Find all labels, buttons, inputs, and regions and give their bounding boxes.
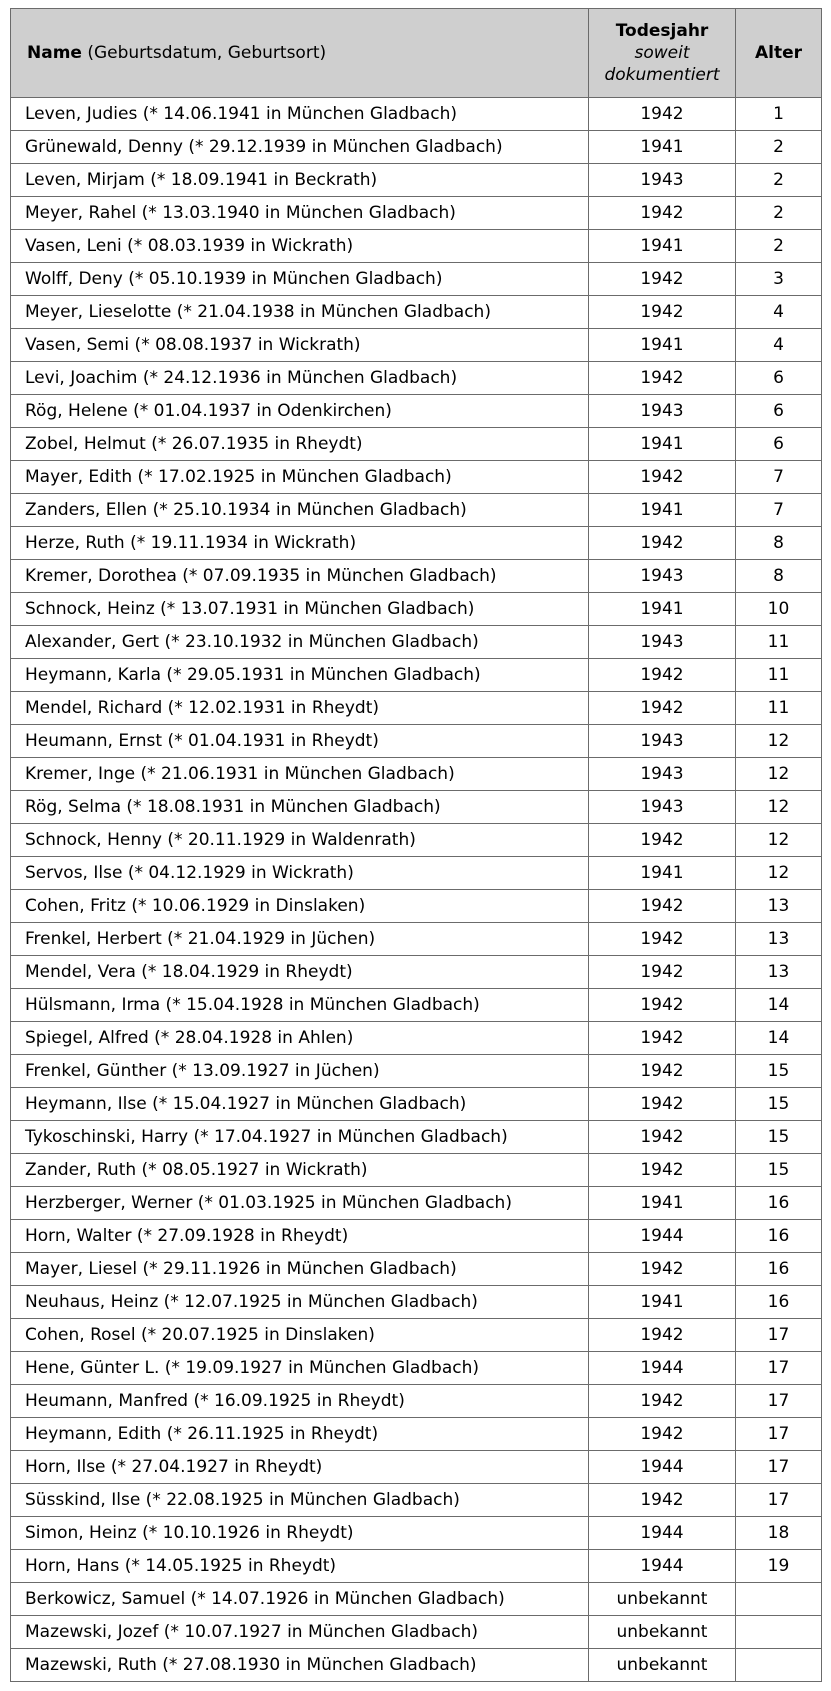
header-death-year-title: Todesjahr xyxy=(615,21,709,41)
table-row xyxy=(11,1253,822,1286)
cell-name: Mendel, Vera (* 18.04.1929 in Rheydt) xyxy=(11,956,589,989)
table-row xyxy=(11,1187,822,1220)
cell-death-year: 1942 xyxy=(589,659,736,692)
table-row xyxy=(11,296,822,329)
cell-death-year: 1942 xyxy=(589,692,736,725)
cell-death-year: 1943 xyxy=(589,791,736,824)
cell-death-year: 1942 xyxy=(589,1484,736,1517)
table-row xyxy=(11,593,822,626)
table-row xyxy=(11,1121,822,1154)
cell-age: 10 xyxy=(736,593,822,626)
cell-name: Tykoschinski, Harry (* 17.04.1927 in München Gladbach) xyxy=(11,1121,589,1154)
cell-age: 2 xyxy=(736,131,822,164)
header-row xyxy=(11,9,822,98)
cell-age: 12 xyxy=(736,725,822,758)
cell-death-year: 1941 xyxy=(589,428,736,461)
cell-name: Zanders, Ellen (* 25.10.1934 in München Gladbach) xyxy=(11,494,589,527)
cell-age: 16 xyxy=(736,1253,822,1286)
cell-name: Kremer, Dorothea (* 07.09.1935 in München Gladbach) xyxy=(11,560,589,593)
header-name-bold: Name xyxy=(27,43,82,63)
cell-age: 7 xyxy=(736,494,822,527)
header-death-year xyxy=(589,9,736,98)
cell-death-year: 1943 xyxy=(589,758,736,791)
cell-death-year: 1942 xyxy=(589,1319,736,1352)
cell-name: Heymann, Karla (* 29.05.1931 in München Gladbach) xyxy=(11,659,589,692)
table-row xyxy=(11,1319,822,1352)
cell-age: 16 xyxy=(736,1187,822,1220)
cell-death-year: 1941 xyxy=(589,857,736,890)
cell-age: 15 xyxy=(736,1154,822,1187)
table-row xyxy=(11,329,822,362)
cell-age: 8 xyxy=(736,527,822,560)
cell-name: Horn, Hans (* 14.05.1925 in Rheydt) xyxy=(11,1550,589,1583)
cell-name: Heymann, Ilse (* 15.04.1927 in München Gladbach) xyxy=(11,1088,589,1121)
cell-death-year: 1942 xyxy=(589,98,736,131)
table-row xyxy=(11,395,822,428)
cell-age: 6 xyxy=(736,395,822,428)
cell-death-year: 1944 xyxy=(589,1451,736,1484)
cell-death-year: 1942 xyxy=(589,1253,736,1286)
cell-age: 2 xyxy=(736,230,822,263)
cell-age xyxy=(736,1583,822,1616)
cell-name: Mazewski, Ruth (* 27.08.1930 in München Gladbach) xyxy=(11,1649,589,1682)
cell-death-year: 1942 xyxy=(589,956,736,989)
table-row xyxy=(11,1583,822,1616)
cell-name: Vasen, Leni (* 08.03.1939 in Wickrath) xyxy=(11,230,589,263)
cell-death-year: 1942 xyxy=(589,989,736,1022)
cell-death-year: 1942 xyxy=(589,1154,736,1187)
table-row xyxy=(11,1055,822,1088)
table-row xyxy=(11,626,822,659)
cell-death-year: 1941 xyxy=(589,230,736,263)
cell-age: 17 xyxy=(736,1418,822,1451)
cell-death-year: 1942 xyxy=(589,461,736,494)
table-row xyxy=(11,1220,822,1253)
cell-name: Schnock, Heinz (* 13.07.1931 in München Gladbach) xyxy=(11,593,589,626)
cell-age: 1 xyxy=(736,98,822,131)
cell-name: Berkowicz, Samuel (* 14.07.1926 in München Gladbach) xyxy=(11,1583,589,1616)
table-row xyxy=(11,692,822,725)
cell-death-year: 1942 xyxy=(589,527,736,560)
table-row xyxy=(11,197,822,230)
cell-name: Süsskind, Ilse (* 22.08.1925 in München Gladbach) xyxy=(11,1484,589,1517)
cell-death-year: 1941 xyxy=(589,1286,736,1319)
cell-age: 12 xyxy=(736,791,822,824)
cell-name: Simon, Heinz (* 10.10.1926 in Rheydt) xyxy=(11,1517,589,1550)
cell-name: Spiegel, Alfred (* 28.04.1928 in Ahlen) xyxy=(11,1022,589,1055)
cell-name: Wolff, Deny (* 05.10.1939 in München Gladbach) xyxy=(11,263,589,296)
cell-name: Vasen, Semi (* 08.08.1937 in Wickrath) xyxy=(11,329,589,362)
table-container xyxy=(10,8,822,1682)
table-row xyxy=(11,1022,822,1055)
cell-age: 17 xyxy=(736,1451,822,1484)
cell-age: 12 xyxy=(736,758,822,791)
cell-name: Hene, Günter L. (* 19.09.1927 in München Gladbach) xyxy=(11,1352,589,1385)
table-row xyxy=(11,1352,822,1385)
cell-name: Leven, Judies (* 14.06.1941 in München Gladbach) xyxy=(11,98,589,131)
cell-death-year: 1942 xyxy=(589,1121,736,1154)
table-row xyxy=(11,230,822,263)
cell-age: 13 xyxy=(736,923,822,956)
cell-age: 17 xyxy=(736,1385,822,1418)
cell-death-year: 1944 xyxy=(589,1352,736,1385)
header-age: Alter xyxy=(736,9,822,98)
table-row xyxy=(11,659,822,692)
cell-name: Neuhaus, Heinz (* 12.07.1925 in München Gladbach) xyxy=(11,1286,589,1319)
cell-name: Hülsmann, Irma (* 15.04.1928 in München Gladbach) xyxy=(11,989,589,1022)
cell-death-year: 1941 xyxy=(589,329,736,362)
cell-death-year: 1942 xyxy=(589,362,736,395)
cell-name: Heumann, Manfred (* 16.09.1925 in Rheydt) xyxy=(11,1385,589,1418)
cell-death-year: 1943 xyxy=(589,395,736,428)
cell-age: 12 xyxy=(736,824,822,857)
cell-death-year: 1942 xyxy=(589,1022,736,1055)
table-row xyxy=(11,1088,822,1121)
table-row xyxy=(11,1484,822,1517)
cell-name: Kremer, Inge (* 21.06.1931 in München Gladbach) xyxy=(11,758,589,791)
header-death-year-sub2: dokumentiert xyxy=(604,65,720,85)
cell-name: Heymann, Edith (* 26.11.1925 in Rheydt) xyxy=(11,1418,589,1451)
cell-age: 17 xyxy=(736,1352,822,1385)
cell-name: Rög, Helene (* 01.04.1937 in Odenkirchen) xyxy=(11,395,589,428)
cell-age: 17 xyxy=(736,1484,822,1517)
table-row xyxy=(11,1385,822,1418)
cell-age xyxy=(736,1649,822,1682)
cell-death-year: 1943 xyxy=(589,560,736,593)
cell-name: Meyer, Lieselotte (* 21.04.1938 in München Gladbach) xyxy=(11,296,589,329)
table-row xyxy=(11,857,822,890)
cell-death-year: 1944 xyxy=(589,1220,736,1253)
cell-age: 13 xyxy=(736,956,822,989)
cell-age: 15 xyxy=(736,1121,822,1154)
table-row xyxy=(11,1451,822,1484)
table-row xyxy=(11,956,822,989)
cell-death-year: 1944 xyxy=(589,1550,736,1583)
cell-name: Mazewski, Jozef (* 10.07.1927 in München Gladbach) xyxy=(11,1616,589,1649)
cell-death-year: 1943 xyxy=(589,725,736,758)
cell-name: Horn, Walter (* 27.09.1928 in Rheydt) xyxy=(11,1220,589,1253)
table-row xyxy=(11,791,822,824)
cell-death-year: unbekannt xyxy=(589,1649,736,1682)
cell-name: Rög, Selma (* 18.08.1931 in München Gladbach) xyxy=(11,791,589,824)
table-row xyxy=(11,428,822,461)
table-row xyxy=(11,1649,822,1682)
cell-age: 11 xyxy=(736,659,822,692)
cell-name: Herze, Ruth (* 19.11.1934 in Wickrath) xyxy=(11,527,589,560)
cell-age: 13 xyxy=(736,890,822,923)
table-row xyxy=(11,758,822,791)
cell-name: Schnock, Henny (* 20.11.1929 in Waldenrath) xyxy=(11,824,589,857)
cell-name: Mendel, Richard (* 12.02.1931 in Rheydt) xyxy=(11,692,589,725)
cell-death-year: 1944 xyxy=(589,1517,736,1550)
cell-age: 11 xyxy=(736,626,822,659)
table-row xyxy=(11,725,822,758)
cell-age: 19 xyxy=(736,1550,822,1583)
cell-name: Heumann, Ernst (* 01.04.1931 in Rheydt) xyxy=(11,725,589,758)
header-name-rest: (Geburtsdatum, Geburtsort) xyxy=(81,43,327,63)
table-row xyxy=(11,1517,822,1550)
table-row xyxy=(11,1550,822,1583)
cell-age: 15 xyxy=(736,1088,822,1121)
cell-death-year: 1942 xyxy=(589,1055,736,1088)
cell-age: 2 xyxy=(736,164,822,197)
cell-age: 15 xyxy=(736,1055,822,1088)
table-body xyxy=(11,98,822,1682)
table-row xyxy=(11,560,822,593)
cell-death-year: 1943 xyxy=(589,164,736,197)
table-row xyxy=(11,131,822,164)
cell-age: 17 xyxy=(736,1319,822,1352)
table-row xyxy=(11,923,822,956)
cell-name: Grünewald, Denny (* 29.12.1939 in München Gladbach) xyxy=(11,131,589,164)
table-row xyxy=(11,1286,822,1319)
cell-name: Frenkel, Herbert (* 21.04.1929 in Jüchen) xyxy=(11,923,589,956)
cell-age: 11 xyxy=(736,692,822,725)
table-row xyxy=(11,989,822,1022)
cell-death-year: 1942 xyxy=(589,1418,736,1451)
cell-death-year: 1942 xyxy=(589,197,736,230)
cell-death-year: 1942 xyxy=(589,1385,736,1418)
cell-death-year: 1942 xyxy=(589,296,736,329)
cell-age: 4 xyxy=(736,296,822,329)
cell-age: 6 xyxy=(736,428,822,461)
cell-death-year: 1942 xyxy=(589,923,736,956)
cell-name: Mayer, Liesel (* 29.11.1926 in München Gladbach) xyxy=(11,1253,589,1286)
cell-name: Servos, Ilse (* 04.12.1929 in Wickrath) xyxy=(11,857,589,890)
cell-name: Frenkel, Günther (* 13.09.1927 in Jüchen) xyxy=(11,1055,589,1088)
table-header xyxy=(11,9,822,98)
cell-name: Herzberger, Werner (* 01.03.1925 in München Gladbach) xyxy=(11,1187,589,1220)
table-row xyxy=(11,1616,822,1649)
cell-name: Cohen, Rosel (* 20.07.1925 in Dinslaken) xyxy=(11,1319,589,1352)
cell-age: 3 xyxy=(736,263,822,296)
cell-name: Levi, Joachim (* 24.12.1936 in München Gladbach) xyxy=(11,362,589,395)
cell-name: Alexander, Gert (* 23.10.1932 in München Gladbach) xyxy=(11,626,589,659)
victims-table xyxy=(10,8,822,1682)
cell-age: 12 xyxy=(736,857,822,890)
cell-name: Meyer, Rahel (* 13.03.1940 in München Gladbach) xyxy=(11,197,589,230)
cell-death-year: 1942 xyxy=(589,1088,736,1121)
cell-name: Horn, Ilse (* 27.04.1927 in Rheydt) xyxy=(11,1451,589,1484)
table-row xyxy=(11,362,822,395)
table-row xyxy=(11,494,822,527)
cell-death-year: unbekannt xyxy=(589,1616,736,1649)
cell-age: 18 xyxy=(736,1517,822,1550)
table-row xyxy=(11,98,822,131)
cell-name: Zobel, Helmut (* 26.07.1935 in Rheydt) xyxy=(11,428,589,461)
table-row xyxy=(11,890,822,923)
cell-age: 2 xyxy=(736,197,822,230)
header-death-year-sub1: soweit xyxy=(634,43,690,63)
cell-death-year: 1941 xyxy=(589,593,736,626)
cell-age: 14 xyxy=(736,1022,822,1055)
cell-age: 14 xyxy=(736,989,822,1022)
table-row xyxy=(11,1418,822,1451)
cell-age xyxy=(736,1616,822,1649)
cell-death-year: 1942 xyxy=(589,890,736,923)
table-row xyxy=(11,263,822,296)
cell-age: 16 xyxy=(736,1286,822,1319)
cell-death-year: 1943 xyxy=(589,626,736,659)
cell-death-year: 1942 xyxy=(589,263,736,296)
cell-death-year: 1941 xyxy=(589,494,736,527)
table-row xyxy=(11,824,822,857)
cell-name: Zander, Ruth (* 08.05.1927 in Wickrath) xyxy=(11,1154,589,1187)
table-row xyxy=(11,461,822,494)
cell-name: Leven, Mirjam (* 18.09.1941 in Beckrath) xyxy=(11,164,589,197)
cell-death-year: 1941 xyxy=(589,131,736,164)
cell-name: Mayer, Edith (* 17.02.1925 in München Gladbach) xyxy=(11,461,589,494)
cell-death-year: 1941 xyxy=(589,1187,736,1220)
cell-death-year: unbekannt xyxy=(589,1583,736,1616)
table-row xyxy=(11,1154,822,1187)
cell-death-year: 1942 xyxy=(589,824,736,857)
table-row xyxy=(11,164,822,197)
header-name xyxy=(11,9,589,98)
table-row xyxy=(11,527,822,560)
cell-age: 16 xyxy=(736,1220,822,1253)
cell-age: 7 xyxy=(736,461,822,494)
cell-age: 8 xyxy=(736,560,822,593)
cell-name: Cohen, Fritz (* 10.06.1929 in Dinslaken) xyxy=(11,890,589,923)
cell-age: 6 xyxy=(736,362,822,395)
cell-age: 4 xyxy=(736,329,822,362)
